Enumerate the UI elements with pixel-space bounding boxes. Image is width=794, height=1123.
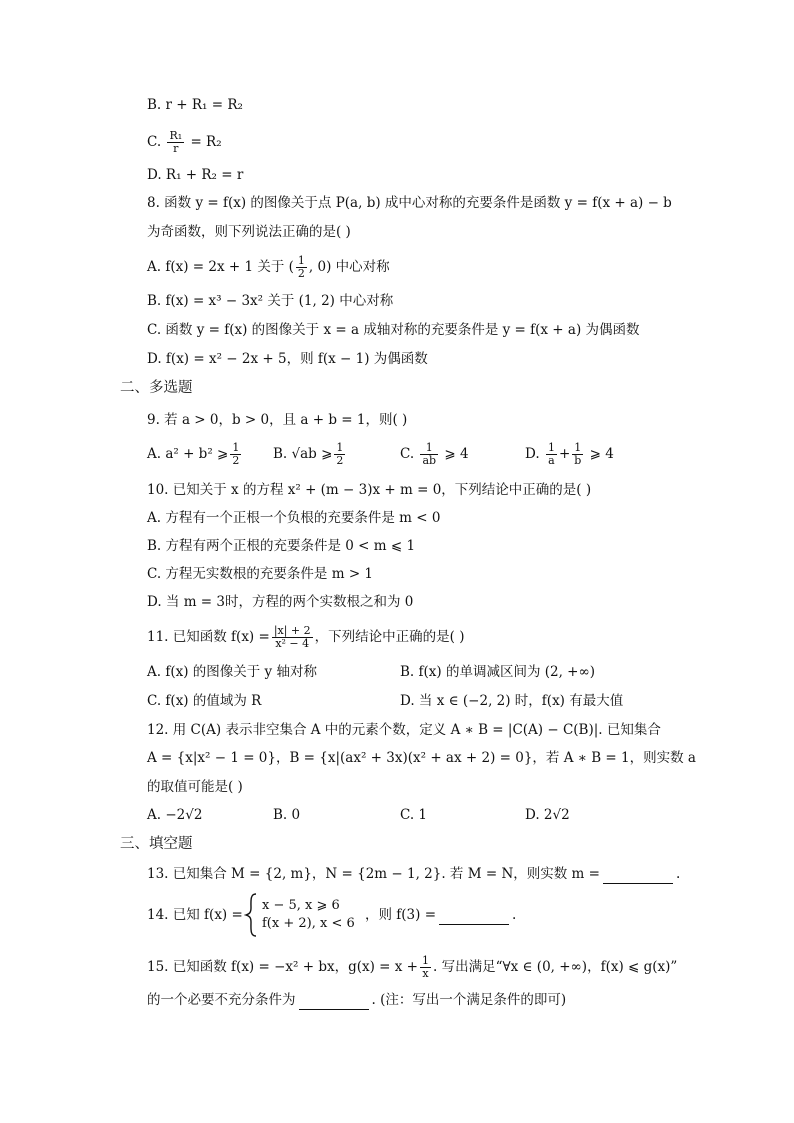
q9-option-d-fraction-1	[546, 442, 557, 467]
q11-stem	[147, 625, 464, 650]
fraction-denominator: r	[173, 142, 179, 155]
q9-option-d-post: ⩾ 4	[589, 446, 614, 462]
answer-blank[interactable]	[603, 869, 673, 884]
q7-option-c-label: C.	[147, 134, 162, 150]
fraction-denominator: b	[574, 454, 582, 467]
fraction-numerator: 1	[420, 442, 438, 455]
section-heading-fill-blank: 三、填空题	[120, 836, 193, 852]
q15-line2-post: . (注：写出一个满足条件的即可)	[371, 992, 567, 1008]
q12-option-b: B. 0	[273, 807, 301, 823]
q9-option-c	[400, 442, 469, 467]
q11-option-d: D. 当 x ∈ (−2, 2) 时，f(x) 有最大值	[400, 693, 624, 709]
q11-option-a: A. f(x) 的图像关于 y 轴对称	[147, 664, 317, 680]
q9-option-c-fraction	[420, 442, 438, 467]
answer-blank[interactable]	[299, 995, 369, 1010]
q7-option-c-rest: = R₂	[190, 134, 222, 150]
q9-option-d	[525, 442, 614, 467]
q12-stem-line1: 12. 用 C(A) 表示非空集合 A 中的元素个数，定义 A ∗ B = |C(A) − C(B)|. 已知集合	[147, 722, 661, 738]
q8-option-a-fraction	[296, 255, 307, 280]
q9-option-b-pre: B. √ab ⩾	[273, 446, 333, 462]
q11-stem-pre: 11. 已知函数 f(x) =	[147, 629, 270, 645]
q7-option-b: B. r + R₁ = R₂	[147, 97, 243, 113]
q9-option-d-label: D.	[525, 446, 540, 462]
q14-case-1: x − 5, x ⩾ 6	[262, 898, 340, 913]
fraction-denominator: x	[422, 967, 429, 980]
q8-stem-line2: 为奇函数，则下列说法正确的是( )	[147, 224, 351, 240]
q9-option-a-fraction	[230, 442, 241, 467]
q14-post-text: ，则 f(3) =	[365, 907, 437, 923]
q8-option-c: C. 函数 y = f(x) 的图像关于 x = a 成轴对称的充要条件是 y = f(x + a) 为偶函数	[147, 322, 640, 338]
section-heading-multi-choice: 二、多选题	[120, 380, 193, 396]
q10-option-d: D. 当 m = 3时，方程的两个实数根之和为 0	[147, 594, 414, 610]
q14-pre: 14. 已知 f(x) =	[147, 907, 243, 923]
piecewise-brace-icon	[244, 893, 258, 937]
fraction-numerator: 1	[547, 441, 555, 454]
q12-option-c: C. 1	[400, 807, 428, 823]
fraction-denominator: a	[548, 454, 555, 467]
q12-stem-line3: 的取值可能是( )	[147, 779, 243, 795]
q12-option-a: A. −2√2	[147, 807, 203, 823]
q10-option-a: A. 方程有一个正根一个负根的充要条件是 m < 0	[147, 510, 441, 526]
fraction-numerator: 1	[336, 441, 344, 454]
q9-option-a-pre: A. a² + b² ⩾	[147, 446, 229, 462]
q11-stem-fraction	[272, 625, 313, 650]
q14-case-2: f(x + 2), x < 6	[262, 916, 355, 931]
q9-option-c-label: C.	[400, 446, 415, 462]
q14-post	[365, 905, 516, 925]
q11-option-c: C. f(x) 的值域为 R	[147, 693, 262, 709]
fraction-denominator: 2	[232, 454, 240, 467]
q11-option-b: B. f(x) 的单调减区间为 (2, +∞)	[400, 664, 595, 680]
q9-option-c-post: ⩾ 4	[444, 446, 469, 462]
fraction-numerator: R₁	[169, 129, 183, 142]
q15-stem-line2	[147, 990, 566, 1010]
q9-option-a	[147, 442, 243, 467]
q15-post: . 写出满足“∀x ∈ (0, +∞)，f(x) ⩽ g(x)”	[432, 959, 678, 975]
q14-end: .	[512, 907, 517, 923]
q12-option-d: D. 2√2	[525, 807, 570, 823]
plus-sign: +	[558, 446, 571, 462]
q9-option-b	[273, 442, 347, 467]
q11-stem-post: ，下列结论中正确的是( )	[314, 629, 465, 645]
q8-stem-line1: 8. 函数 y = f(x) 的图像关于点 P(a, b) 成中心对称的充要条件是函数 y = f(x + a) − b	[147, 195, 672, 211]
q15-fraction	[420, 955, 431, 980]
fraction-denominator: 2	[297, 267, 305, 280]
q15-line2-pre: 的一个必要不充分条件为	[147, 992, 296, 1008]
q10-option-b: B. 方程有两个正根的充要条件是 0 < m ⩽ 1	[147, 538, 416, 554]
q13-end: .	[675, 866, 681, 882]
q8-option-b: B. f(x) = x³ − 3x² 关于 (1, 2) 中心对称	[147, 293, 394, 309]
q13-stem-text: 13. 已知集合 M = {2, m}，N = {2m − 1, 2}. 若 M = N，则实数 m =	[147, 866, 600, 882]
q8-option-a-post: , 0) 中心对称	[308, 259, 390, 275]
q9-stem: 9. 若 a > 0，b > 0，且 a + b = 1，则( )	[147, 412, 408, 428]
fraction-numerator: 1	[421, 954, 429, 967]
q15-pre: 15. 已知函数 f(x) = −x² + bx，g(x) = x +	[147, 959, 418, 975]
fraction-denominator: ab	[422, 454, 437, 467]
fraction-numerator: 1	[297, 254, 305, 267]
fraction-numerator: |x| + 2	[273, 624, 311, 637]
fraction-denominator: x² − 4	[275, 637, 310, 650]
q12-stem-line2: A = {x|x² − 1 = 0}，B = {x|(ax² + 3x)(x² + ax + 2) = 0}，若 A ∗ B = 1，则实数 a	[147, 750, 696, 766]
fraction-numerator: 1	[232, 441, 240, 454]
answer-blank[interactable]	[439, 910, 509, 925]
q8-option-a	[147, 255, 390, 280]
q9-option-d-fraction-2	[572, 442, 583, 467]
q8-option-d: D. f(x) = x² − 2x + 5，则 f(x − 1) 为偶函数	[147, 351, 428, 367]
q7-option-d: D. R₁ + R₂ = r	[147, 167, 244, 183]
q10-stem: 10. 已知关于 x 的方程 x² + (m − 3)x + m = 0，下列结论中正确的是( )	[147, 482, 592, 498]
q7-option-c	[147, 130, 222, 155]
q8-option-a-pre: A. f(x) = 2x + 1 关于 (	[147, 259, 294, 275]
q13-stem	[147, 864, 680, 884]
q15-stem-line1	[147, 955, 677, 980]
q10-option-c: C. 方程无实数根的充要条件是 m > 1	[147, 566, 374, 582]
q7-option-c-fraction	[167, 130, 184, 155]
q9-option-b-fraction	[334, 442, 345, 467]
fraction-denominator: 2	[336, 454, 344, 467]
fraction-numerator: 1	[572, 442, 583, 455]
